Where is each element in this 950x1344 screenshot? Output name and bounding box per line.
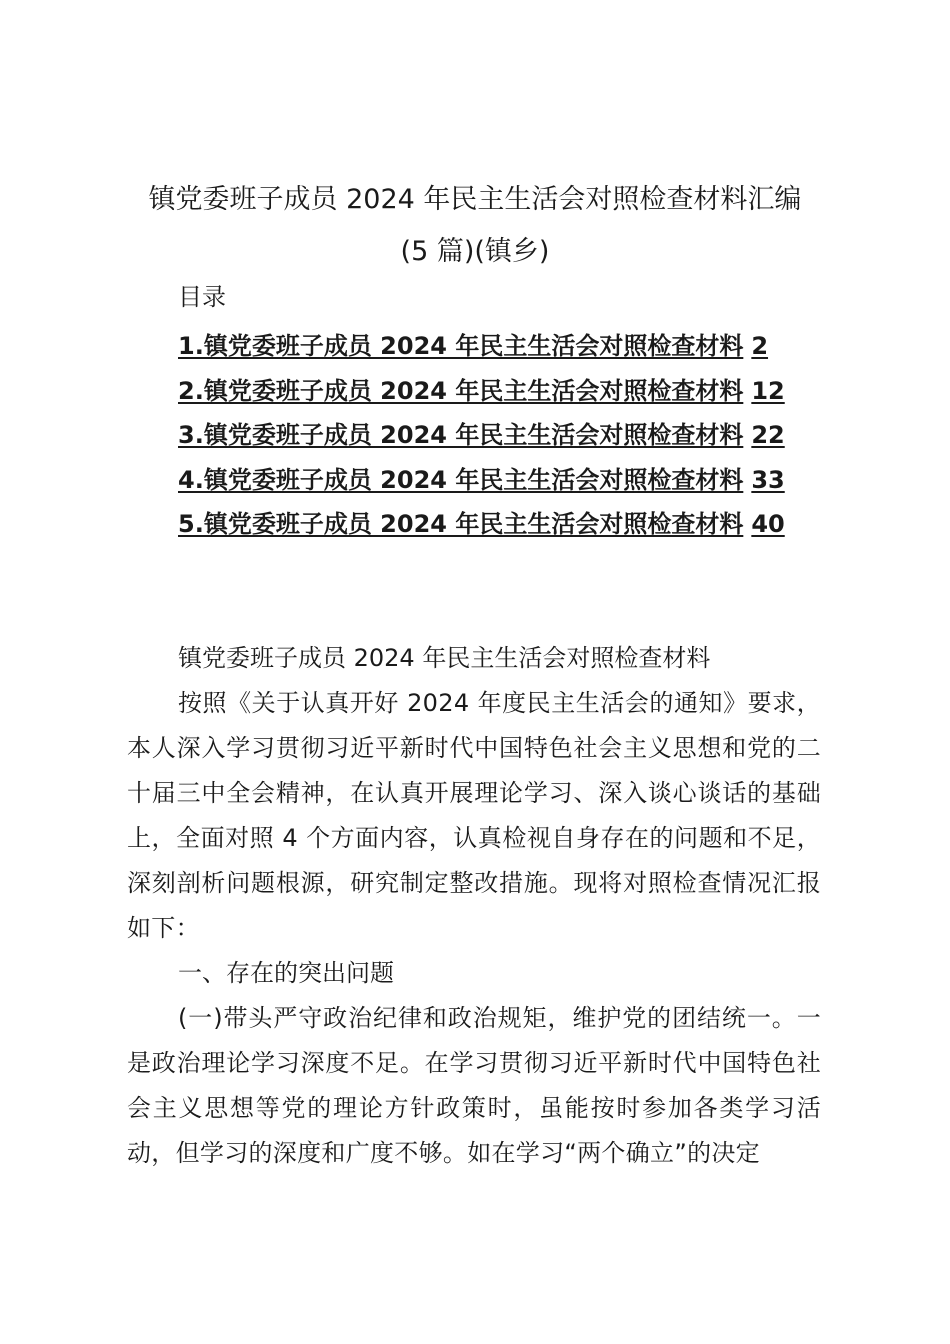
document-title-line-1: 镇党委班子成员 2024 年民主生活会对照检查材料汇编: [148, 184, 802, 215]
toc-entry-label: 5.镇党委班子成员 2024 年民主生活会对照检查材料: [178, 510, 744, 538]
toc-entry-label: 4.镇党委班子成员 2024 年民主生活会对照检查材料: [178, 465, 744, 494]
document-title: [0, 174, 950, 278]
toc-entry-label: 1.镇党委班子成员 2024 年民主生活会对照检查材料: [178, 332, 744, 360]
toc-entry-label: 3.镇党委班子成员 2024 年民主生活会对照检查材料: [178, 421, 744, 449]
toc-entry-5[interactable]: [178, 502, 818, 547]
toc-entry-page: 2: [751, 332, 769, 360]
article-body: [127, 636, 821, 1176]
document-title-line-2: (5 篇)(镇乡): [400, 236, 550, 267]
toc-entry-2[interactable]: [178, 369, 818, 414]
article-title: 镇党委班子成员 2024 年民主生活会对照检查材料: [178, 644, 711, 672]
toc-entry-label: 2.镇党委班子成员 2024 年民主生活会对照检查材料: [178, 376, 744, 405]
toc-entry-page: 40: [751, 510, 785, 538]
section-heading: 一、存在的突出问题: [178, 959, 394, 987]
intro-paragraph: 按照《关于认真开好 2024 年度民主生活会的通知》要求，本人深入学习贯彻习近平新时代中国特色社会主义思想和党的二十届三中全会精神，在认真开展理论学习、深入谈心谈话的基础上，全面对照 4 个方面内容，认真检视自身存在的问题和不足，深刻剖析问题根源，研究制定整改措施。现将对照检查情况汇报如下：: [127, 689, 821, 942]
body-paragraph: (一)带头严守政治纪律和政治规矩，维护党的团结统一。一是政治理论学习深度不足。在学习贯彻习近平新时代中国特色社会主义思想等党的理论方针政策时，虽能按时参加各类学习活动，但学习的深度和广度不够。如在学习“两个确立”的决定: [127, 1004, 821, 1167]
table-of-contents: [178, 324, 818, 547]
toc-heading: 目录: [178, 283, 226, 311]
toc-entry-3[interactable]: [178, 413, 818, 458]
toc-entry-page: 33: [751, 465, 785, 494]
toc-entry-1[interactable]: [178, 324, 818, 369]
toc-entry-page: 22: [751, 421, 785, 449]
toc-entry-page: 12: [751, 376, 785, 405]
toc-entry-4[interactable]: [178, 458, 818, 503]
